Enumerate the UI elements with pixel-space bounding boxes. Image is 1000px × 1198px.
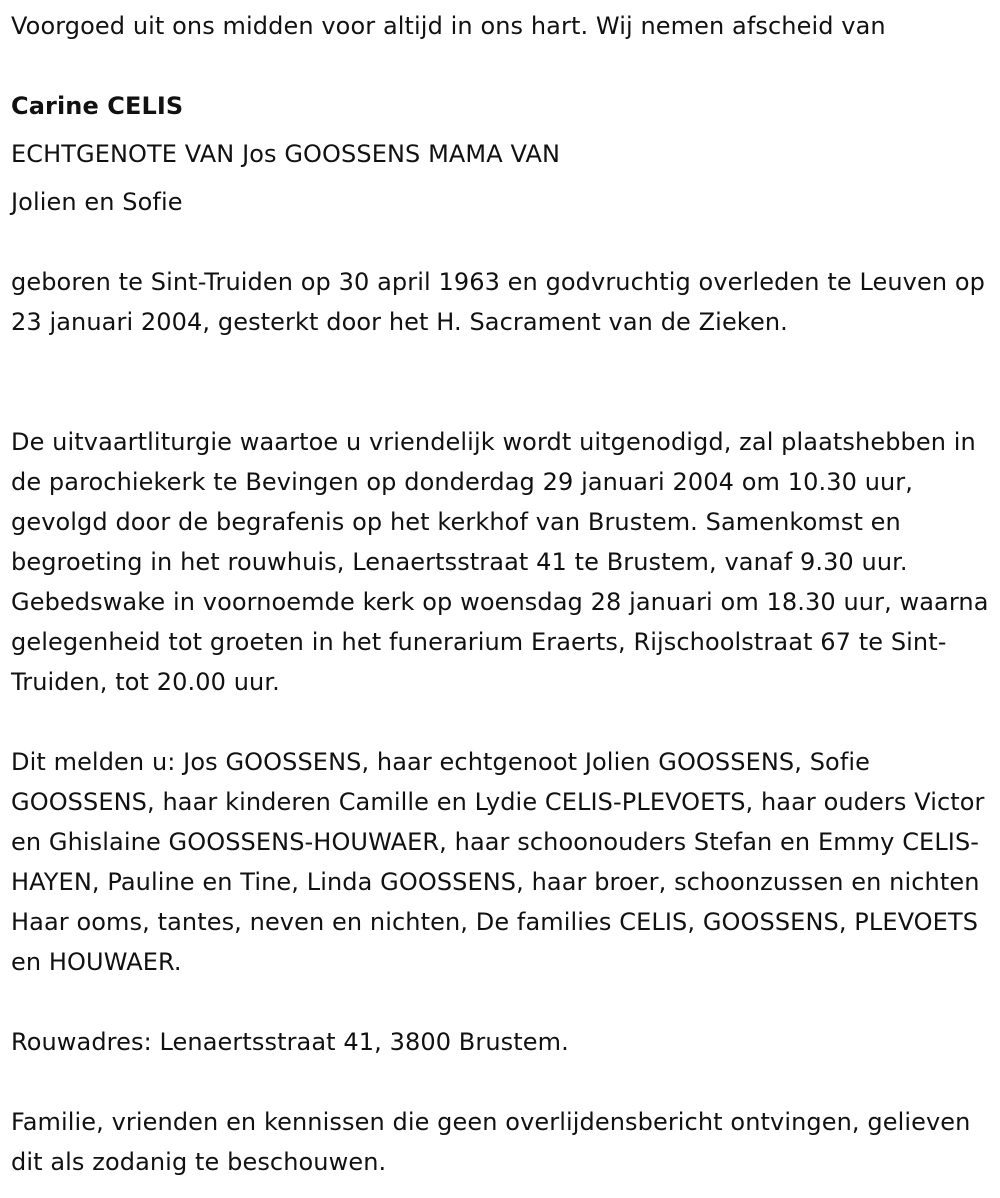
- intro-text: Voorgoed uit ons midden voor altijd in ons hart. Wij nemen afscheid van: [11, 12, 886, 40]
- family-paragraph: Dit melden u: Jos GOOSSENS, haar echtgenoot Jolien GOOSSENS, Sofie GOOSSENS, haar kinderen Camille en Lydie CELIS-PLEVOETS, haar ouders Victor en Ghislaine GOOSSENS-HOUWAER, haar schoonouders Stefan en Emmy CELIS-HAYEN, Pauline en Tine, Linda GOOSSENS, haar broer, schoonzussen en nichten Haar ooms, tantes, neven en nichten, De families CELIS, GOOSSENS, PLEVOETS en HOUWAER.: [11, 748, 985, 976]
- funeral-paragraph: De uitvaartliturgie waartoe u vriendelijk wordt uitgenodigd, zal plaatshebben in de parochiekerk te Bevingen op donderdag 29 januari 2004 om 10.30 uur, gevolgd door de begrafenis op het kerkhof van Brustem. Samenkomst en begroeting in het rouwhuis, Lenaertsstraat 41 te Brustem, vanaf 9.30 uur. Gebedswake in voornoemde kerk op woensdag 28 januari om 18.30 uur, waarna gelegenheid tot groeten in het funerarium Eraerts, Rijschoolstraat 67 te Sint-Truiden, tot 20.00 uur.: [11, 428, 989, 696]
- children-line: Jolien en Sofie: [11, 188, 183, 216]
- address-paragraph: Rouwadres: Lenaertsstraat 41, 3800 Brustem.: [11, 1028, 569, 1056]
- closing-paragraph: Familie, vrienden en kennissen die geen overlijdensbericht ontvingen, gelieven dit als zodanig te beschouwen.: [11, 1108, 971, 1176]
- deceased-name: Carine CELIS: [11, 92, 184, 120]
- birth-death-paragraph: geboren te Sint-Truiden op 30 april 1963 en godvruchtig overleden te Leuven op 23 januari 2004, gesterkt door het H. Sacrament van de Zieken.: [11, 268, 985, 336]
- relation-line: ECHTGENOTE VAN Jos GOOSSENS MAMA VAN: [11, 140, 561, 168]
